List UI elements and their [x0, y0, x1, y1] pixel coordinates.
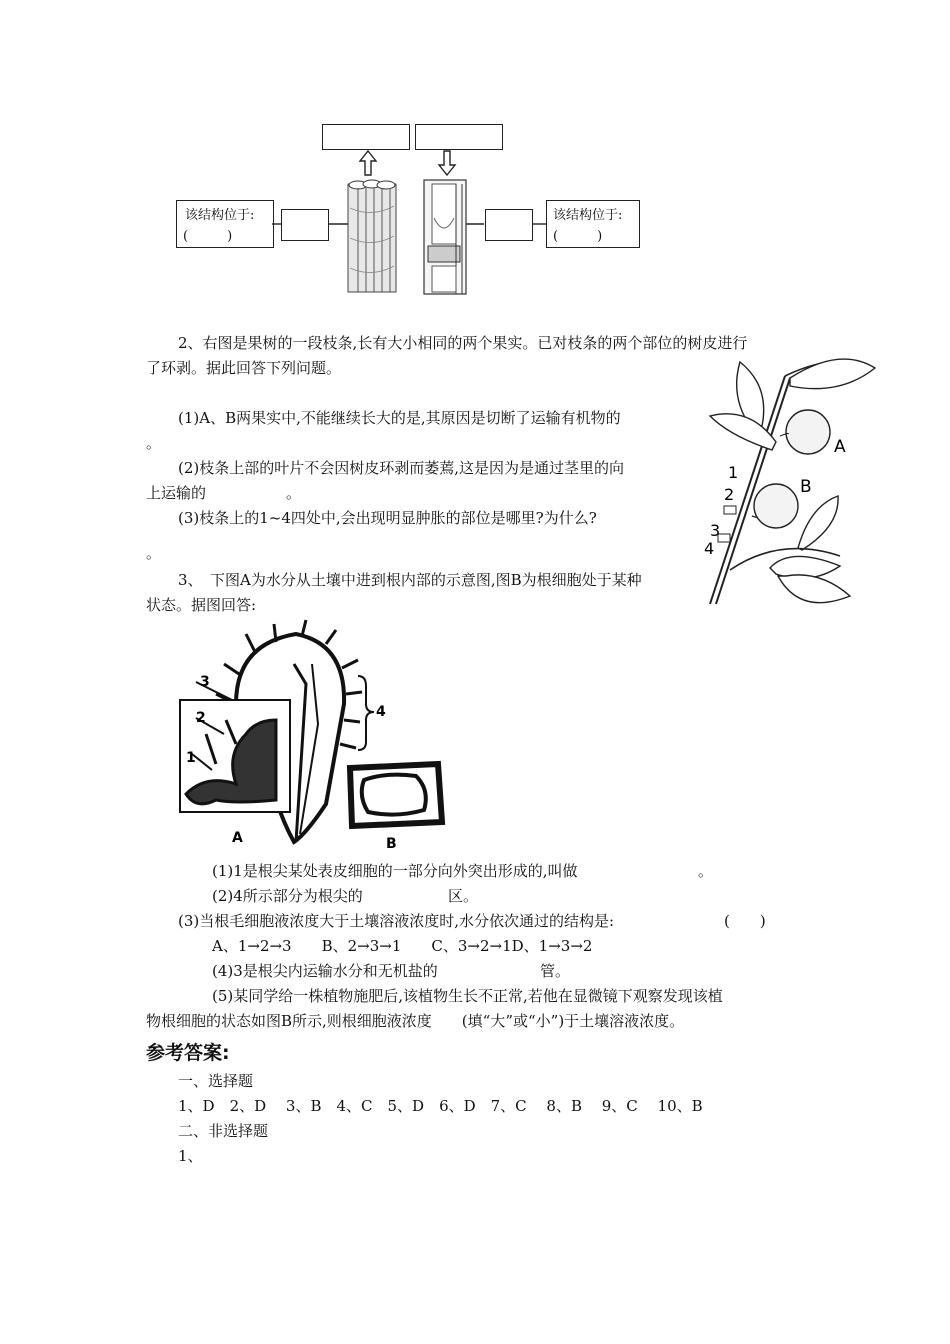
figure1-top-box-left: [322, 124, 410, 150]
branch-label-3: 3: [710, 521, 721, 540]
figure1-left-paren: ( ): [183, 229, 233, 244]
q3-part2: (2)4所示部分为根尖的: [212, 887, 363, 905]
q3-part1: (1)1是根尖某处表皮细胞的一部分向外突出形成的,叫做: [212, 862, 578, 880]
figure1-left-label-box: [176, 200, 274, 248]
branch-label-4: 4: [704, 539, 715, 558]
q2-part2-line2: 上运输的: [146, 484, 207, 502]
q2-part1-end: 。: [146, 434, 162, 452]
connector-line-right: [462, 222, 552, 226]
figure1-right-label: 该结构位于:: [553, 208, 623, 223]
figure1-right-paren: ( ): [553, 229, 603, 244]
q2-part2-line1: (2)枝条上部的叶片不会因树皮环剥而萎蔫,这是因为是通过茎里的向: [178, 459, 625, 477]
branch-label-1: 1: [728, 463, 739, 482]
fruit-branch-illustration: [690, 356, 890, 606]
q3-part5-line2: 物根细胞的状态如图B所示,则根细胞液浓度 (填“大”或“小”)于土壤溶液浓度。: [146, 1012, 685, 1030]
q2-intro-line1: 2、右图是果树的一段枝条,长有大小相同的两个果实。已对枝条的两个部位的树皮进行: [178, 334, 748, 352]
answers-item1: 1、: [178, 1147, 203, 1165]
root-label-1: 1: [186, 750, 196, 766]
q3-intro-line2: 状态。据图回答:: [146, 596, 257, 614]
answers-section2: 二、非选择题: [178, 1122, 269, 1140]
answers-mcq: 1、D 2、D 3、B 4、C 5、D 6、D 7、C 8、B 9、C 10、B: [178, 1097, 703, 1115]
q2-part2-end: 。: [286, 484, 302, 502]
q3-part5-line1: (5)某同学给一株植物施肥后,该植物生长不正常,若他在显微镜下观察发现该植: [212, 987, 723, 1005]
q3-part3: (3)当根毛细胞液浓度大于土壤溶液浓度时,水分依次通过的结构是:: [178, 912, 615, 930]
answers-section1: 一、选择题: [178, 1072, 254, 1090]
vessel-bundle-illustration: [344, 178, 400, 296]
root-label-3: 3: [200, 674, 210, 690]
q3-intro-line1: 3、 下图A为水分从土壤中进到根内部的示意图,图B为根细胞处于某种: [178, 571, 642, 589]
q2-part3-end: 。: [146, 544, 162, 562]
q3-part2-end: 区。: [448, 887, 479, 905]
q3-part1-end: 。: [698, 862, 714, 880]
branch-label-2: 2: [724, 485, 735, 504]
connector-line-left: [272, 222, 350, 226]
q3-part4-end: 管。: [540, 962, 571, 980]
q3-part4: (4)3是根尖内运输水分和无机盐的: [212, 962, 438, 980]
figure1-left-label: 该结构位于:: [185, 208, 255, 223]
branch-label-a: A: [834, 437, 846, 457]
branch-label-b: B: [800, 477, 812, 497]
root-label-2: 2: [196, 710, 206, 726]
root-cell-diagram-b: [346, 760, 446, 850]
q2-part3: (3)枝条上的1~4四处中,会出现明显肿胀的部位是哪里?为什么?: [178, 509, 597, 527]
figure1-right-label-box: [546, 200, 640, 248]
cell-label-b: B: [386, 836, 397, 852]
q3-options: A、1→2→3 B、2→3→1 C、3→2→1D、1→3→2: [212, 937, 593, 955]
answers-heading: 参考答案:: [146, 1042, 230, 1064]
q2-intro-line2: 了环剥。据此回答下列问题。: [146, 359, 342, 377]
root-label-4: 4: [376, 704, 386, 720]
down-arrow-icon: [437, 150, 457, 176]
q2-part1: (1)A、B两果实中,不能继续长大的是,其原因是切断了运输有机物的: [178, 409, 621, 427]
figure1-top-box-right: [415, 124, 503, 150]
q3-part3-paren: ( ): [724, 912, 766, 930]
root-label-a: A: [232, 830, 243, 846]
up-arrow-icon: [358, 150, 378, 176]
sieve-tube-illustration: [420, 178, 470, 296]
